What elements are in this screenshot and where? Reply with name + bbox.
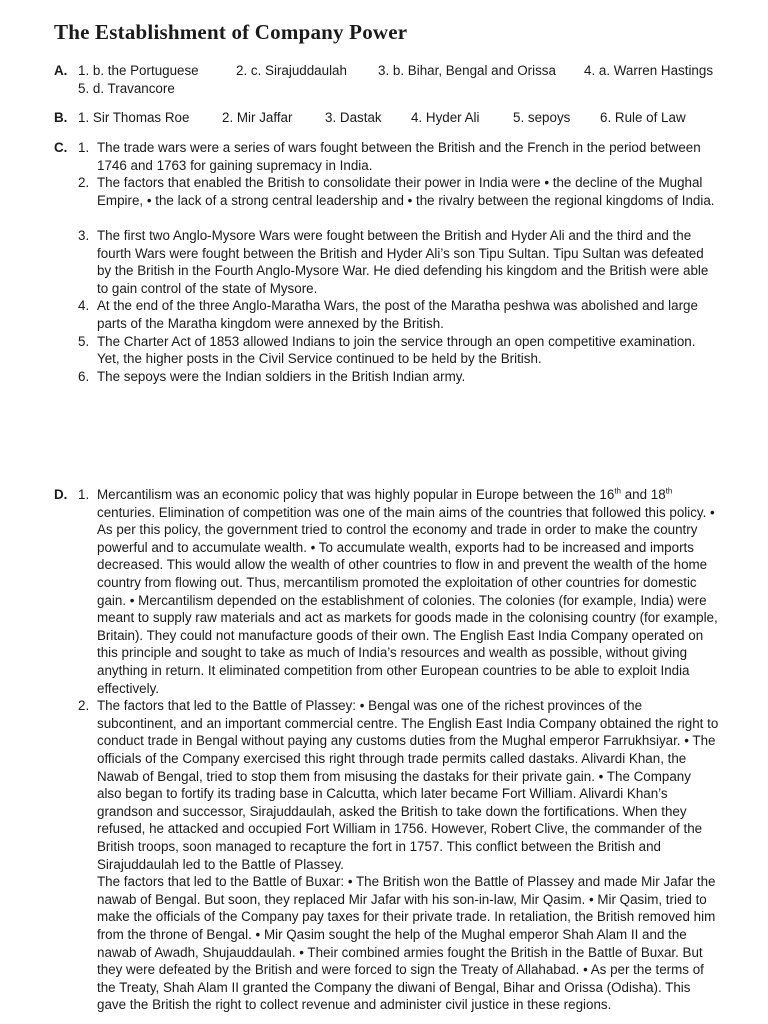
answer-a-5: 5. d. Travancore bbox=[78, 80, 175, 96]
page-title: The Establishment of Company Power bbox=[54, 20, 408, 44]
answer-b-4: 4. Hyder Ali bbox=[411, 110, 480, 125]
answer-d-2-text bbox=[97, 697, 719, 1014]
section-b-label: B. bbox=[54, 110, 68, 125]
answer-a-1: 1. b. the Portuguese bbox=[78, 63, 199, 78]
answer-b-6: 6. Rule of Law bbox=[600, 110, 686, 125]
answer-b-3: 3. Dastak bbox=[325, 110, 382, 125]
answer-a-4: 4. a. Warren Hastings bbox=[584, 63, 714, 78]
section-c-label: C. bbox=[54, 140, 68, 155]
answer-b-1: 1. Sir Thomas Roe bbox=[78, 110, 190, 125]
answer-a-3: 3. b. Bihar, Bengal and Orissa bbox=[378, 63, 556, 78]
section-d-label: D. bbox=[54, 487, 68, 502]
answer-b-2: 2. Mir Jaffar bbox=[222, 110, 293, 125]
answer-b-5: 5. sepoys bbox=[513, 110, 571, 125]
section-a-label: A. bbox=[54, 63, 68, 78]
answer-d-1-text: Mercantilism was an economic policy that was highly popular in Europe between the 16th and 18th centuries. Elimination of competition was one of the main aims of the countries that followed this policy. • As per this policy, the government tried to control the economy and trade in order to make the country powerful and to accumulate wealth. • To accumulate wealth, exports had to be increased and imports decreased. This would allow the wealth of other countries to flow in and prevent the wealth of the home country from flowing out. Thus, mercantilism promoted the exploitation of other countries for domestic gain. • Mercantilism depended on the establishment of colonies. The colonies (for example, India) were meant to supply raw materials and act as markets for goods made in the colonising country (for example, Britain). They could not manufacture goods of their own. The English East India Company operated on this principle and sought to take as much of India’s resources and wealth as possible, without giving anything in return. It eliminated competition from other European countries to be able to exploit India effectively. bbox=[97, 486, 718, 696]
buxar-factors: The factors that led to the Battle of Buxar: • The British won the Battle of Plassey and made Mir Jafar the nawab of Bengal. But soon, they replaced Mir Jafar with his son-in-law, Mir Qasim. • Mir Qasim, tried to make the officials of the Company pay taxes for their private trade. In retaliation, the British removed him from the throne of Bengal. • Mir Qasim sought the help of the Mughal emperor Shah Alam II and the nawab of Awadh, Shujauddaulah. • Their combined armies fought the British in the Battle of Buxar. But they were defeated by the British and were forced to sign the Treaty of Allahabad. • As per the terms of the Treaty, Shah Alam II granted the Company the diwani of Bengal, Bihar and Orissa (Odisha). This gave the British the right to collect revenue and administer civil justice in these regions. bbox=[97, 874, 716, 1013]
answer-a-2: 2. c. Sirajuddaulah bbox=[236, 63, 347, 78]
plassey-factors: The factors that led to the Battle of Plassey: • Bengal was one of the richest provinces of the subcontinent, and an important commercial centre. The English East India Company obtained the right to conduct trade in Bengal without paying any customs duties from the Mughal emperor Farrukhsiyar. • The officials of the Company exercised this right through trade permits called dastaks. Alivardi Khan, the Nawab of Bengal, tried to stop them from misusing the dastaks for their private gain. • The Company also began to fortify its trading base in Calcutta, which later became Fort William. Alivardi Khan’s grandson and successor, Sirajuddaulah, asked the British to take down the fortifications. When they refused, he attacked and occupied Fort William in 1756. However, Robert Clive, the commander of the British troops, soon managed to recapture the fort in 1757. This conflict between the British and Sirajuddaulah led to the Battle of Plassey. bbox=[97, 698, 719, 872]
